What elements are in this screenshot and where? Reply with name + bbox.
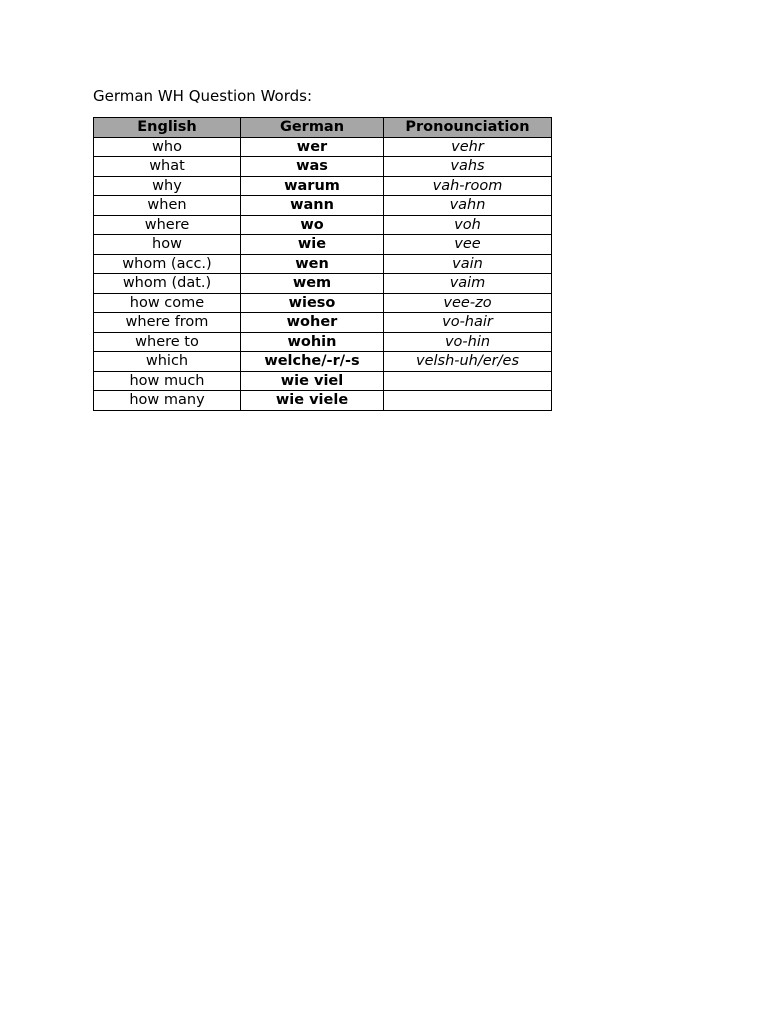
header-english: English — [94, 118, 241, 138]
cell-german: wieso — [241, 293, 384, 313]
cell-pronunciation: vahn — [384, 196, 552, 216]
cell-pronunciation: vo-hin — [384, 332, 552, 352]
cell-german: was — [241, 157, 384, 177]
cell-german: wie viel — [241, 371, 384, 391]
cell-english: where — [94, 215, 241, 235]
cell-english: how much — [94, 371, 241, 391]
table-row — [94, 137, 552, 157]
table-row — [94, 352, 552, 372]
cell-pronunciation — [384, 391, 552, 411]
table-row — [94, 254, 552, 274]
table-header-row — [94, 118, 552, 138]
table-row — [94, 274, 552, 294]
table-row — [94, 293, 552, 313]
table-row — [94, 215, 552, 235]
cell-german: warum — [241, 176, 384, 196]
table-row — [94, 391, 552, 411]
cell-english: who — [94, 137, 241, 157]
cell-english: where from — [94, 313, 241, 333]
table-row — [94, 157, 552, 177]
cell-english: why — [94, 176, 241, 196]
cell-pronunciation: velsh-uh/er/es — [384, 352, 552, 372]
cell-english: how come — [94, 293, 241, 313]
table-row — [94, 332, 552, 352]
table-row — [94, 313, 552, 333]
cell-german: wer — [241, 137, 384, 157]
cell-german: wie — [241, 235, 384, 255]
table-row — [94, 176, 552, 196]
table-row — [94, 196, 552, 216]
cell-english: how — [94, 235, 241, 255]
cell-german: woher — [241, 313, 384, 333]
question-words-table — [93, 117, 552, 411]
header-pronunciation: Pronounciation — [384, 118, 552, 138]
cell-english: where to — [94, 332, 241, 352]
cell-german: wie viele — [241, 391, 384, 411]
table-row — [94, 235, 552, 255]
cell-english: when — [94, 196, 241, 216]
cell-english: whom (acc.) — [94, 254, 241, 274]
cell-pronunciation: voh — [384, 215, 552, 235]
cell-english: what — [94, 157, 241, 177]
cell-german: wo — [241, 215, 384, 235]
cell-pronunciation: vee-zo — [384, 293, 552, 313]
cell-pronunciation: vahs — [384, 157, 552, 177]
cell-german: wem — [241, 274, 384, 294]
cell-pronunciation: vee — [384, 235, 552, 255]
cell-pronunciation: vo-hair — [384, 313, 552, 333]
cell-german: wohin — [241, 332, 384, 352]
cell-english: how many — [94, 391, 241, 411]
cell-english: which — [94, 352, 241, 372]
cell-pronunciation: vain — [384, 254, 552, 274]
cell-german: welche/-r/-s — [241, 352, 384, 372]
cell-pronunciation: vaim — [384, 274, 552, 294]
cell-pronunciation — [384, 371, 552, 391]
cell-pronunciation: vehr — [384, 137, 552, 157]
header-german: German — [241, 118, 384, 138]
cell-german: wann — [241, 196, 384, 216]
page-title: German WH Question Words: — [93, 87, 312, 105]
table-row — [94, 371, 552, 391]
cell-pronunciation: vah-room — [384, 176, 552, 196]
cell-english: whom (dat.) — [94, 274, 241, 294]
cell-german: wen — [241, 254, 384, 274]
